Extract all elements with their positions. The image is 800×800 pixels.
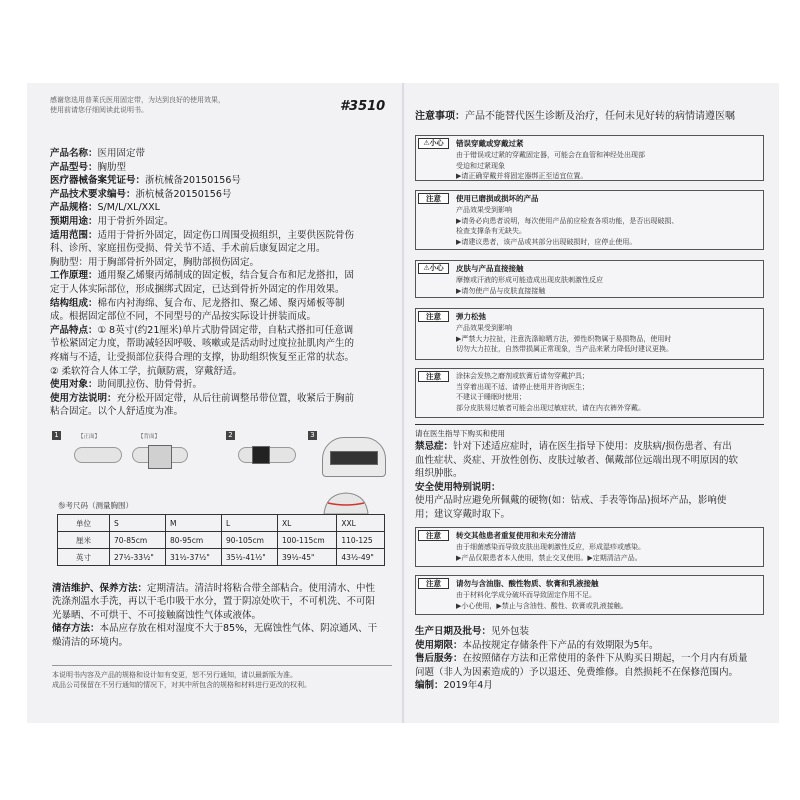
name-label: 产品名称： (50, 148, 98, 159)
std-label: 产品技术要求编号： (50, 188, 136, 200)
registration-number: 浙杭械备20150156号 (145, 175, 241, 187)
warning-head: 使用已磨损或损坏的产品 (456, 194, 539, 203)
table-row (58, 532, 385, 549)
table-cell: 单位 (58, 515, 110, 532)
type-label: 产品型号： (50, 161, 98, 173)
care-section (52, 582, 392, 649)
warning-line: ▶严禁大力拉扯，注意洗涤晾晒方法，弹性织物属于易损物品，使用时 (456, 334, 672, 343)
production-info (415, 625, 765, 693)
warning-head: 错误穿戴或穿戴过紧 (456, 139, 524, 148)
table-cell: 90-105cm (221, 532, 277, 549)
product-info (50, 147, 392, 419)
warning-line: 不建议于睡眠时使用； (456, 393, 526, 402)
attention-line (415, 110, 775, 124)
strap-shape (252, 446, 270, 464)
standard-number: 浙杭械备20150156号 (135, 188, 232, 200)
note-tag: 注意 (418, 530, 449, 541)
step-3-illustration (308, 431, 390, 477)
method-text: 粘合固定。以个人舒适度为准。 (50, 406, 184, 418)
chest-measure-figure (318, 490, 374, 514)
method-label: 使用方法说明： (50, 392, 117, 404)
warning-body (456, 275, 756, 296)
warning-line: 由于错误或过紧的穿戴固定器，可能会在血管和神经处出现部 (456, 151, 645, 159)
safety-label: 安全使用特别说明： (415, 481, 501, 493)
warning-box-skin (415, 260, 764, 298)
struct-text: 成。根据固定部位不同，不同型号的产品按实际设计拼装而成。 (50, 311, 317, 323)
left-page (50, 95, 390, 418)
use-label: 预期用途： (50, 215, 98, 227)
usage-steps (52, 431, 392, 481)
principle-label: 工作原理： (50, 270, 98, 282)
table-cell: 80-95cm (165, 532, 221, 549)
warning-line: 由于细菌感染而导致皮肤出现刺激性反应，形成湿疹或感染。 (456, 543, 645, 551)
target-text: 助间肌拉伤、肋骨骨折。 (97, 379, 203, 391)
warning-box-reuse (415, 527, 764, 567)
expiry-label: 使用期限： (415, 639, 463, 651)
warning-line: ▶请勿使产品与皮肤直接接触 (456, 286, 546, 295)
table-cell: 31½-37½" (165, 549, 221, 566)
warning-line: ▶请建议患者，该产品或其部分出现破损时，应停止使用。 (456, 237, 637, 246)
warning-line: ▶请正确穿戴并将固定器绑正至适宜位置。 (456, 172, 588, 181)
store-text: 本品应存放在相对湿度不大于85%，无腐蚀性气体、阴凉通风、干 (99, 623, 378, 635)
warning-head: 弹力松弛 (456, 312, 486, 321)
intended-use: 用于骨折外固定。 (97, 215, 174, 227)
table-cell: 70-85cm (110, 532, 166, 549)
edit-date: 2019年4月 (443, 680, 493, 692)
edit-label: 编制： (415, 680, 444, 692)
product-spec: S/M/L/XL/XXL (97, 202, 160, 214)
table-cell: 110-125 (337, 532, 385, 549)
feat-text: 疼痛与不适，让受损部位获得合理的支撑，协助组织恢复至正常的状态。 (50, 351, 355, 363)
scope-text: 胸肋型：用于胸部骨折外固定，胸肋部损伤固定。 (50, 256, 260, 268)
note-tag: 注意 (418, 193, 449, 204)
table-cell: 100-115cm (277, 532, 336, 549)
table-cell: 39½-45" (277, 549, 336, 566)
warning-body (456, 371, 756, 413)
target-label: 使用对象： (50, 379, 98, 391)
warning-box-elastic (415, 308, 764, 360)
date-text: 见外包装 (491, 626, 530, 637)
principle-text: 通用聚乙烯聚丙烯制成的固定板，结合复合布和尼龙搭扣，固 (97, 270, 355, 282)
attention-label: 注意事项： (415, 111, 465, 122)
table-cell: XXL (337, 515, 385, 532)
notice-line: 本说明书内容及产品的规格和设计如有变更，恕不另行通知，请以最新版为准。 (52, 671, 297, 679)
store-label: 储存方法： (52, 623, 100, 635)
sizes-title: 参考尺码（测量胸围） (58, 501, 133, 510)
warning-line: 涂抹会发热之磨剂或软膏后请勿穿戴护具； (456, 372, 589, 380)
intro-text (50, 95, 280, 115)
caution-tag-label: 小心 (429, 264, 444, 272)
feat-label: 产品特点： (50, 324, 98, 336)
model-number: #3510 (340, 99, 386, 114)
change-notice (52, 665, 392, 690)
chest-band-shape (330, 451, 378, 465)
warning-line: 切勿大力拉扯，自然带损属正常现象，当产品来紧力降低时建议更换。 (456, 345, 673, 354)
intro-line: 使用前请您仔细阅读此说明书。 (50, 106, 148, 114)
warning-body (456, 205, 756, 247)
care-label: 清洁维护、保养方法： (52, 583, 148, 594)
step-number: 1 (52, 431, 61, 440)
step-tag-front: 【正面】 (78, 434, 101, 440)
warning-head: 皮肤与产品直接接触 (456, 264, 524, 273)
product-type: 胸肋型 (97, 161, 127, 173)
step-1-illustration (52, 431, 192, 477)
after-sales-text: 问题（非人为因素造成的）予以退还、免费维修。自然损耗不在保修范围内。 (415, 666, 739, 678)
warning-box-general (415, 368, 764, 418)
after-sales-label: 售后服务： (415, 653, 463, 665)
safety-text: 使用产品时应避免所佩戴的硬物(如：钻戒、手表等饰品)损坏产品，影响使 (415, 495, 727, 507)
warning-line: 摩擦或汗液的形成可能造成出现皮肤刺激性反应 (456, 276, 603, 284)
caution-tag-label: 小心 (429, 139, 444, 147)
table-cell: L (221, 515, 277, 532)
warning-line: 当穿着出现不适、请停止使用并咨询医生； (456, 382, 589, 391)
warning-box-tight (415, 135, 764, 181)
warning-body (456, 590, 756, 611)
scope-text: 科、诊所、家庭扭伤受损、骨关节不适、手术前后康复固定之用。 (50, 243, 326, 255)
scope-text: 适用于骨折外固定，固定伤口周围受损组织，主要供医院骨伤 (97, 229, 355, 241)
after-sales-text: 在按照储存方法和正常使用的条件下从购买日期起，一个月内有质量 (462, 653, 748, 665)
care-text: 洗涤剂温水手洗，再以干毛巾吸干水分，置于阴凉处吹干，不可机洗、不可阳 (52, 596, 376, 608)
expiry-text: 本品按规定存储条件下产品的有效期限为5年。 (462, 639, 659, 651)
warning-head: 请勿与含油脂、酸性物质、软膏和乳液接触 (456, 579, 599, 588)
store-text: 燥清洁的环境内。 (52, 636, 129, 648)
contra-label: 禁忌症： (415, 441, 454, 452)
warning-box-oil (415, 575, 764, 615)
struct-text: 棉布内衬海绵、复合布、尼龙搭扣、聚乙烯、聚丙烯板等制 (97, 297, 345, 309)
step-number: 2 (226, 431, 235, 440)
note-tag: 注意 (418, 578, 449, 589)
table-cell: M (165, 515, 221, 532)
attention-text: 产品不能替代医生诊断及治疗，任何未见好转的病情请遵医嘱 (465, 111, 735, 122)
caution-tag: ⚠小心 (418, 138, 449, 149)
page-fold (402, 83, 404, 723)
contra-text: 血性症状、炎症、开放性创伤、皮肤过敏者、佩戴部位远端出现不明原因的软 (415, 454, 739, 466)
table-cell: 英寸 (58, 549, 110, 566)
warning-head: 转交其他患者重复使用和未充分清洁 (456, 531, 576, 540)
principle-text: 定于人体实际部位，形成捆绑式固定，已达到骨折外固定的作用效果。 (50, 283, 345, 295)
note-tag: 注意 (418, 371, 449, 382)
warning-line: 产品效果受到影响 (456, 206, 512, 214)
reg-label: 医疗器械备案凭证号： (50, 175, 146, 187)
warning-box-damaged (415, 190, 764, 250)
struct-label: 结构组成： (50, 297, 98, 309)
contraindication-section (415, 440, 765, 522)
table-row (58, 549, 385, 566)
warning-line: 受迫和过紧现象 (456, 161, 505, 170)
warning-body (456, 150, 756, 182)
warning-body (456, 542, 756, 563)
feat-text: ① 8英寸(约21厘米)单片式肋骨固定带，自粘式搭扣可任意调 (97, 324, 354, 336)
intro-line: 感谢您选用普莱氏医用固定带，为达到良好的使用效果， (50, 96, 225, 104)
table-cell: 35½-41½" (221, 549, 277, 566)
note-tag: 注意 (418, 311, 449, 322)
contra-text: 针对下述适应症时，请在医生指导下使用：皮肤病/损伤患者、有出 (453, 441, 732, 452)
table-cell: S (110, 515, 166, 532)
caution-tag: ⚠小心 (418, 263, 449, 274)
table-cell: 27½-33½" (110, 549, 166, 566)
spec-label: 产品规格： (50, 202, 98, 214)
care-text: 定期清洁。清洁时将粘合带全部粘合。使用清水、中性 (147, 583, 376, 594)
size-table (57, 514, 385, 566)
notice-line: 成品公司保留在不另行通知的情况下，对其中所包含的规格和材料进行更改的权利。 (52, 681, 311, 689)
warning-line: 由于材料化学成分破坏而导致固定作用不足。 (456, 591, 596, 599)
brace-front-shape (74, 447, 122, 463)
warning-line: 检查支撑条有无缺失。 (456, 227, 526, 236)
table-cell: 厘米 (58, 532, 110, 549)
warning-line: ▶小心使用，▶禁止与含油性、酸性、软膏或乳液接触。 (456, 601, 628, 610)
contra-text: 组织肿胀。 (415, 468, 463, 480)
size-table-header (58, 515, 385, 532)
product-name: 医用固定带 (97, 148, 146, 159)
safety-text: 用；建议穿戴时取下。 (415, 508, 511, 520)
doctor-guidance-note: 请在医生指导下购买和使用 (415, 424, 764, 439)
table-cell: XL (277, 515, 336, 532)
method-text: 充分松开固定带，从后往前调整吊带位置，收紧后于胸前 (116, 392, 355, 404)
scope-label: 适用范围： (50, 229, 98, 241)
step-2-illustration (226, 431, 296, 477)
feat-text: 节松紧固定力度，帮助减轻因呼吸、咳嗽或是活动时过度拉扯肌肉产生的 (50, 338, 355, 350)
step-tag-back: 【背面】 (138, 434, 161, 440)
warning-line: 部分皮肤易过敏者可能会出现过敏症状，请在内衣裤外穿戴。 (456, 403, 645, 412)
warning-line: ▶产品仅限患者本人使用，禁止交叉使用。▶定期清洁产品。 (456, 553, 642, 562)
date-label: 生产日期及批号： (415, 626, 492, 637)
warning-line: ▶请务必向患者说明，每次使用产品前应检查各项功能，是否出现破损、 (456, 216, 679, 225)
brace-panel-shape (148, 445, 172, 469)
feat-text: ② 柔软符合人体工学，抗颠防震，穿戴舒适。 (50, 365, 243, 377)
table-cell: 43½-49" (337, 549, 385, 566)
step-number: 3 (308, 431, 317, 440)
care-text: 光暴晒、不可烘干、不可接触腐蚀性气体或液体。 (52, 609, 262, 621)
warning-body (456, 323, 756, 355)
warning-line: 产品效果受到影响 (456, 324, 512, 332)
